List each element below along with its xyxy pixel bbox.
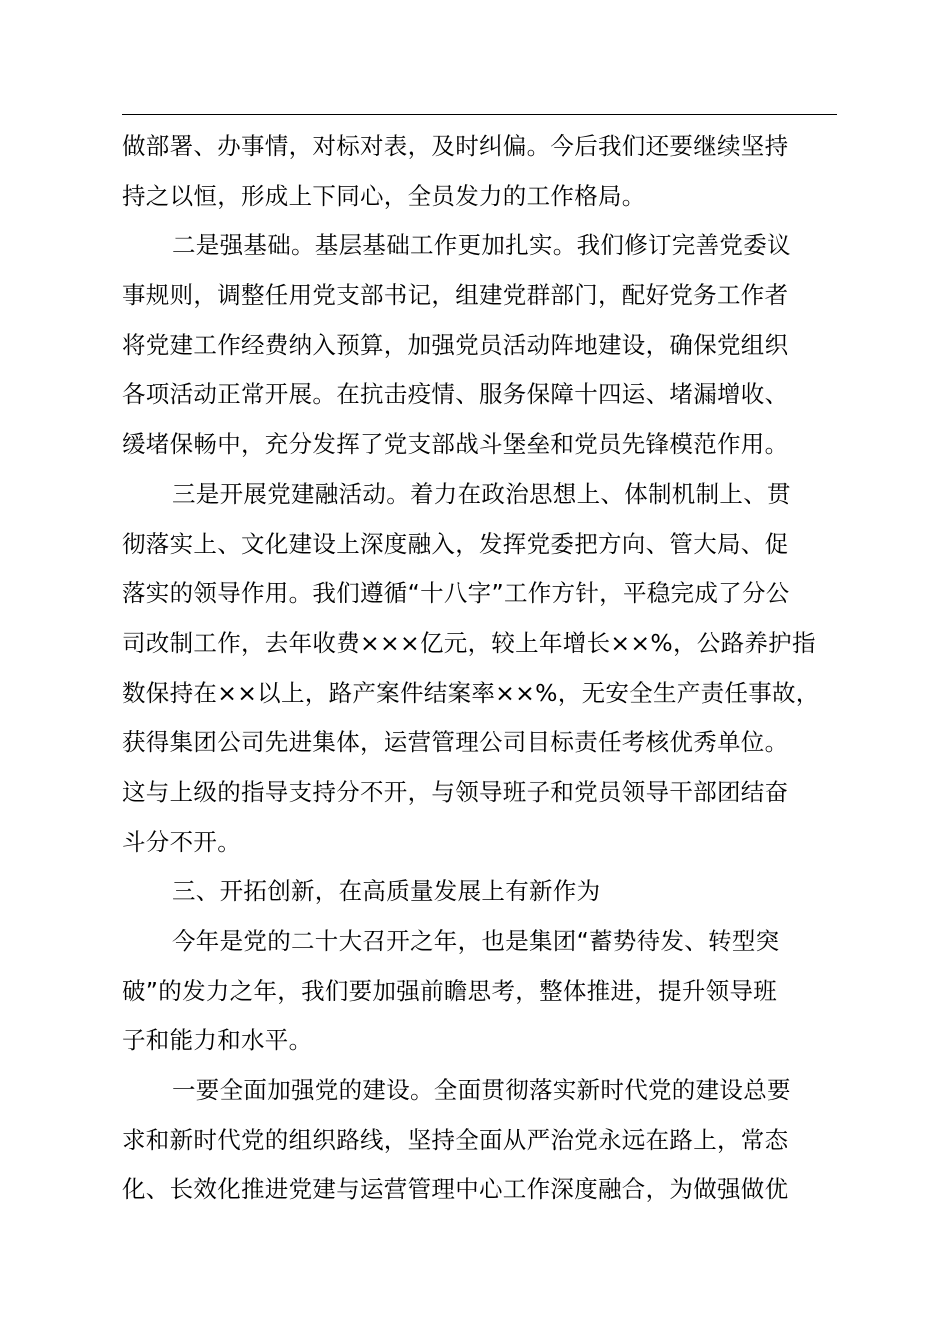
text-line: 这与上级的指导支持分不开，与领导班子和党员领导干部团结奋: [122, 777, 789, 806]
text-line: 司改制工作，去年收费×××亿元，较上年增长××%，公路养护指: [122, 628, 816, 657]
text-line: 斗分不开。: [122, 827, 241, 856]
text-line: 求和新时代党的组织路线，坚持全面从严治党永远在路上，常态: [122, 1125, 789, 1154]
paragraph-start-line: 三是开展党建融活动。着力在政治思想上、体制机制上、贯: [172, 479, 791, 508]
header-rule: [122, 114, 837, 115]
text-line: 破”的发力之年，我们要加强前瞻思考，整体推进，提升领导班: [122, 976, 778, 1005]
paragraph-start-line: 二是强基础。基层基础工作更加扎实。我们修订完善党委议: [172, 231, 791, 260]
text-line: 将党建工作经费纳入预算，加强党员活动阵地建设，确保党组织: [122, 330, 789, 359]
text-line: 子和能力和水平。: [122, 1026, 313, 1055]
text-line: 落实的领导作用。我们遵循“十八字”工作方针，平稳完成了分公: [122, 579, 790, 608]
text-line: 化、长效化推进党建与运营管理中心工作深度融合，为做强做优: [122, 1175, 789, 1204]
text-line: 事规则，调整任用党支部书记，组建党群部门，配好党务工作者: [122, 281, 789, 310]
text-line: 缓堵保畅中，充分发挥了党支部战斗堡垒和党员先锋模范作用。: [122, 430, 789, 459]
text-line: 做部署、办事情，对标对表，及时纠偏。今后我们还要继续坚持: [122, 132, 789, 160]
text-line: 彻落实上、文化建设上深度融入，发挥党委把方向、管大局、促: [122, 529, 789, 558]
document-body: [122, 122, 852, 1215]
paragraph-start-line: 今年是党的二十大召开之年，也是集团“蓄势待发、转型突: [172, 927, 780, 955]
text-line: 持之以恒，形成上下同心，全员发力的工作格局。: [122, 181, 646, 210]
section-heading: 三、开拓创新，在高质量发展上有新作为: [172, 877, 601, 906]
text-line: 数保持在××以上，路产案件结案率××%，无安全生产责任事故，: [122, 678, 820, 707]
text-line: 获得集团公司先进集体，运营管理公司目标责任考核优秀单位。: [122, 728, 789, 757]
text-line: 各项活动正常开展。在抗击疫情、服务保障十四运、堵漏增收、: [122, 380, 789, 409]
paragraph-start-line: 一要全面加强党的建设。全面贯彻落实新时代党的建设总要: [172, 1076, 791, 1105]
